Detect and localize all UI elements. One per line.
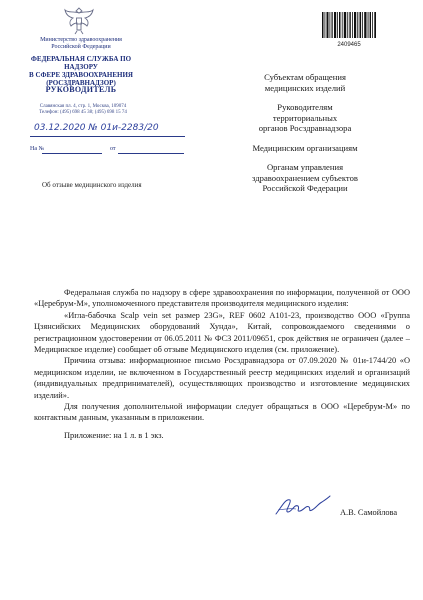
- outgoing-date-number: [30, 124, 210, 138]
- from-underline: [118, 153, 184, 154]
- addressee-line: территориальных: [272, 112, 338, 123]
- barcode-icon: [322, 12, 376, 38]
- agency-line: В СФЕРЕ ЗДРАВООХРАНЕНИЯ: [29, 71, 133, 79]
- agency-name: [24, 55, 138, 87]
- addressee-line: Руководителям: [277, 102, 333, 112]
- agency-address: [28, 104, 138, 116]
- agency-line: (РОСЗДРАВНАДЗОР): [46, 79, 116, 87]
- address-line: Телефон: (495) 698 45 38; (495) 698 15 74: [39, 110, 127, 115]
- addressee: [230, 143, 380, 154]
- addressee-line: Российской Федерации: [262, 183, 348, 193]
- addressee-line: Органам управления: [266, 162, 344, 172]
- ministry-line: Министерство здравоохранения: [40, 37, 122, 43]
- addressee-line: Субъектам обращения: [264, 72, 346, 82]
- addressee: [230, 72, 380, 93]
- agency-line: ФЕДЕРАЛЬНАЯ СЛУЖБА ПО НАДЗОРУ: [30, 55, 132, 71]
- ministry-line: Российской Федерации: [51, 44, 111, 50]
- addressee: [230, 162, 380, 194]
- signer-name: А.В. Самойлова: [340, 508, 398, 517]
- on-no-label: На №: [30, 146, 45, 152]
- date-underline: [30, 136, 185, 137]
- coat-of-arms-emblem-icon: [62, 5, 96, 35]
- body-paragraph: Федеральная служба по надзору в сфере здравоохранения по информации, полученной от ООО «Церебрум-М», уполномоченного представителя производителя медицинского изделия:: [34, 288, 410, 309]
- position-title: РУКОВОДИТЕЛЬ: [45, 85, 117, 94]
- address-line: Славянская пл. 4, стр. 1, Москва, 109074: [39, 104, 127, 109]
- letter-subject: Об отзыве медицинского изделия: [42, 181, 142, 189]
- letter-body: [34, 287, 410, 441]
- ministry-name: [28, 37, 134, 51]
- body-paragraph: «Игла-бабочка Scalp vein set размер 23G», REF 0602 A101-23, производство ООО «Группа Цзянсийских Медицинских оборудований Хунда», Китай, сопровождаемого сведениями о регистрационном удостоверении от 06.05.2011 № ФСЗ 2011/09651, срок действия не ограничен (далее – Медицинское изделие) сообщает об отзыве Медицинского изделия (см. приложение).: [34, 310, 410, 355]
- addressee-line: органов Росздравнадзора: [258, 123, 352, 133]
- barcode-number: 2409465: [337, 42, 361, 48]
- addressees-block: [230, 72, 380, 203]
- reference-line: [30, 144, 190, 156]
- attachment-line: Приложение: на 1 л. в 1 экз.: [64, 430, 164, 440]
- addressee-line: медицинских изделий: [264, 82, 346, 93]
- from-label: от: [110, 146, 116, 152]
- body-paragraph: Для получения дополнительной информации следует обращаться в ООО «Церебрум-М» по контактным данным, указанным в приложении.: [34, 402, 410, 423]
- body-paragraph: Причина отзыва: информационное письмо Росздравнадзора от 07.09.2020 № 01и-1744/20 «О медицинском изделии, не включенном в Государственный реестр медицинских изделий и организаций (индивидуальных предпринимателей), осуществляющих производство и изготовление медицинских изделий».: [34, 356, 410, 400]
- signature-icon: [272, 488, 332, 520]
- addressee: [230, 102, 380, 134]
- addressee-line: Медицинским организациям: [252, 142, 358, 153]
- on-no-underline: [42, 153, 102, 154]
- handwritten-date-number: 03.12.2020 № 01и-2283/20: [34, 123, 159, 133]
- addressee-line: здравоохранением субъектов: [252, 172, 358, 183]
